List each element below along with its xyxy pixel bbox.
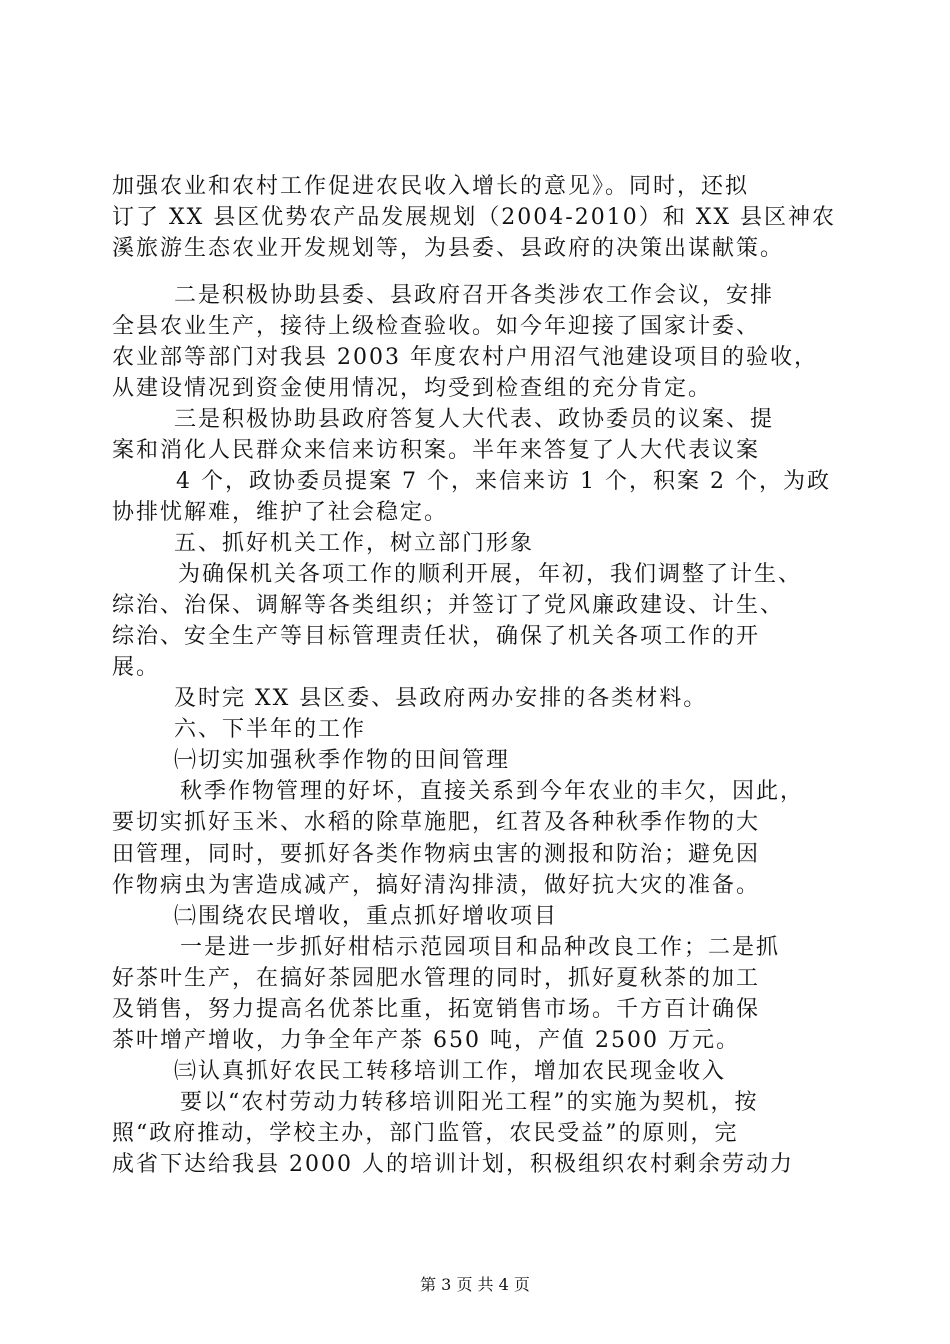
text-line: 农业部等部门对我县 2003 年度农村户用沼气池建设项目的验收，: [112, 345, 818, 370]
section-heading: 五、抓好机关工作，树立部门形象: [174, 531, 535, 556]
text-line: 秋季作物管理的好坏，直接关系到今年农业的丰欠，因此，: [180, 779, 805, 804]
text-line: 作物病虫为害造成减产，搞好清沟排渍，做好抗大灾的准备。: [112, 873, 761, 898]
text-line: 田管理，同时，要抓好各类作物病虫害的测报和防治；避免因: [112, 842, 761, 867]
text-line: 综治、治保、调解等各类组织；并签订了党风廉政建设、计生、: [112, 593, 785, 618]
text-line: 要切实抓好玉米、水稻的除草施肥，红苕及各种秋季作物的大: [112, 810, 761, 835]
text-line: 为确保机关各项工作的顺利开展，年初，我们调整了计生、: [178, 562, 803, 587]
text-line: 从建设情况到资金使用情况，均受到检查组的充分肯定。: [112, 376, 713, 401]
text-line: 4 个，政协委员提案 7 个，来信来访 1 个，积案 2 个，为政: [176, 469, 831, 494]
text-line: 茶叶增产增收，力争全年产茶 650 吨，产值 2500 万元。: [112, 1028, 740, 1053]
text-line: 订了 XX 县区优势农产品发展规划（2004-2010）和 XX 县区神农: [112, 205, 837, 230]
text-line: 成省下达给我县 2000 人的培训计划，积极组织农村剩余劳动力: [112, 1152, 794, 1177]
text-line: 展。: [112, 655, 161, 680]
text-line: 照“政府推动，学校主办，部门监管，农民受益”的原则，完: [112, 1121, 739, 1146]
section-heading: 六、下半年的工作: [174, 717, 367, 742]
text-line: 及销售，努力提高名优茶比重，拓宽销售市场。千方百计确保: [112, 997, 761, 1022]
subsection-heading: ㈡围绕农民增收，重点抓好增收项目: [174, 904, 559, 929]
page-number-footer: 第 3 页 共 4 页: [420, 1275, 530, 1294]
text-line: 全县农业生产，接待上级检查验收。如今年迎接了国家计委、: [112, 314, 761, 339]
text-line: 一是进一步抓好柑桔示范园项目和品种改良工作；二是抓: [180, 935, 781, 960]
text-line: 要以“农村劳动力转移培训阳光工程”的实施为契机，按: [180, 1090, 759, 1115]
text-line: 三是积极协助县政府答复人大代表、政协委员的议案、提: [174, 407, 775, 432]
text-line: 溪旅游生态农业开发规划等，为县委、县政府的决策出谋献策。: [112, 236, 785, 261]
text-line: 案和消化人民群众来信来访积案。半年来答复了人大代表议案: [112, 438, 761, 463]
text-line: 综治、安全生产等目标管理责任状，确保了机关各项工作的开: [112, 624, 761, 649]
text-line: 二是积极协助县委、县政府召开各类涉农工作会议，安排: [174, 283, 775, 308]
text-line: 协排忧解难，维护了社会稳定。: [112, 500, 449, 525]
text-line: 好茶叶生产，在搞好茶园肥水管理的同时，抓好夏秋茶的加工: [112, 966, 761, 991]
text-line: 加强农业和农村工作促进农民收入增长的意见》。同时，还拟: [112, 174, 750, 199]
subsection-heading: ㈠切实加强秋季作物的田间管理: [174, 748, 511, 773]
subsection-heading: ㈢认真抓好农民工转移培训工作，增加农民现金收入: [174, 1059, 727, 1084]
text-line: 及时完 XX 县区委、县政府两办安排的各类材料。: [174, 686, 708, 711]
